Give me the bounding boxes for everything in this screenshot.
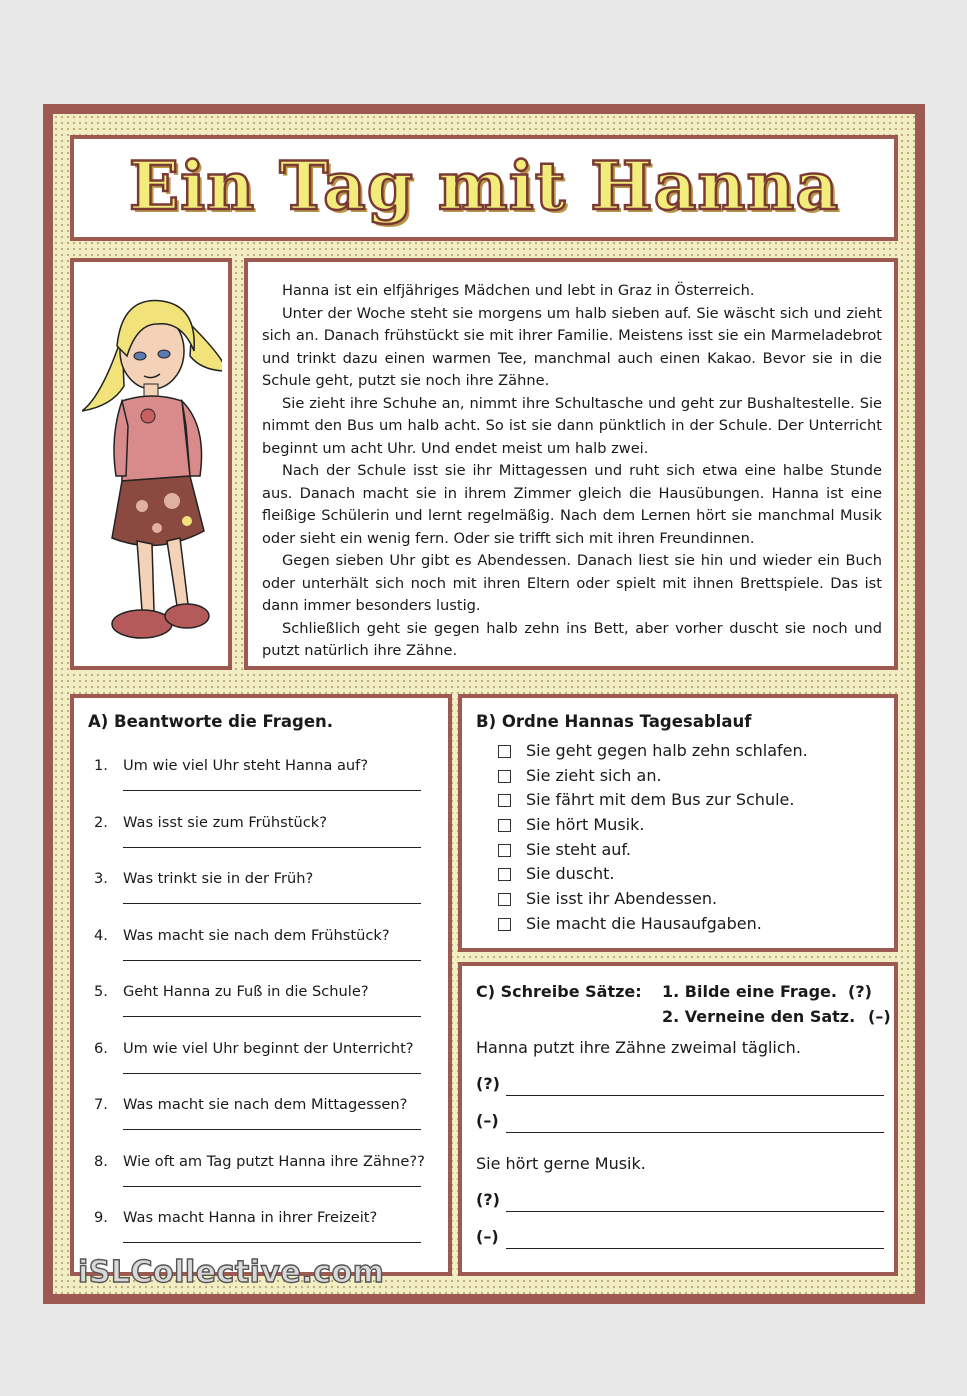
task-2-mark: (–): [868, 1007, 891, 1026]
question-item: [88, 757, 434, 814]
reading-text-box: [244, 258, 898, 670]
reading-paragraph: Sie zieht ihre Schuhe an, nimmt ihre Schultasche und geht zur Bushaltestelle. Sie nimmt den Bus um halb acht. So ist sie dann pünktlich in der Schule. Der Unterricht beginnt um acht Uhr. Und endet meist um halb zwei.: [262, 394, 882, 457]
question-number: 8.: [94, 1152, 108, 1170]
order-item: [476, 864, 880, 889]
answer-line[interactable]: [123, 1129, 421, 1130]
sentence-1: Hanna putzt ihre Zähne zweimal täglich.: [476, 1038, 801, 1057]
order-item: [476, 815, 880, 840]
order-item: [476, 840, 880, 865]
question-item: [88, 1040, 434, 1097]
checkbox[interactable]: [498, 794, 511, 807]
section-c-heading: [476, 982, 891, 1032]
section-c-title: C) Schreibe Sätze:: [476, 982, 642, 1001]
order-item-text: Sie isst ihr Abendessen.: [526, 889, 718, 909]
checkbox[interactable]: [498, 893, 511, 906]
question-text: Um wie viel Uhr beginnt der Unterricht?: [123, 1039, 414, 1057]
order-item: [476, 741, 880, 766]
question-item: [88, 870, 434, 927]
answer-line[interactable]: [123, 903, 421, 904]
write-line-question-1[interactable]: [476, 1068, 880, 1105]
question-number: 2.: [94, 813, 108, 831]
question-number: 9.: [94, 1209, 108, 1226]
task-2: 2. Verneine den Satz.: [662, 1007, 856, 1026]
question-number: 4.: [94, 926, 108, 944]
order-item: [476, 766, 880, 791]
question-label: (?): [476, 1074, 500, 1093]
order-item-text: Sie hört Musik.: [526, 815, 645, 835]
page-title: Ein Tag mit Hanna: [128, 147, 840, 225]
checkbox[interactable]: [498, 770, 511, 783]
checkbox[interactable]: [498, 868, 511, 881]
question-text: Geht Hanna zu Fuß in die Schule?: [123, 983, 369, 1000]
answer-line[interactable]: [123, 1073, 421, 1074]
question-item: [88, 814, 434, 871]
question-number: 5.: [94, 983, 108, 1000]
question-item: [88, 983, 434, 1040]
section-a-heading: A) Beantworte die Fragen.: [88, 712, 334, 731]
order-item: [476, 790, 880, 815]
checkbox[interactable]: [498, 745, 511, 758]
question-number: 3.: [94, 870, 108, 887]
answer-line[interactable]: [123, 960, 421, 961]
question-text: Was macht sie nach dem Mittagessen?: [123, 1096, 408, 1113]
write-line-negation-2[interactable]: [476, 1221, 880, 1258]
order-item-text: Sie geht gegen halb zehn schlafen.: [526, 741, 808, 760]
order-item-text: Sie macht die Hausaufgaben.: [526, 913, 762, 933]
title-box: [70, 135, 898, 241]
negation-label: (–): [476, 1111, 499, 1130]
question-text: Was macht sie nach dem Frühstück?: [123, 926, 390, 944]
reading-paragraph: Gegen sieben Uhr gibt es Abendessen. Danach liest sie hin und wieder ein Buch oder unterhält sich noch mit ihren Eltern oder spielt mit ihnen Brettspiele. Das ist dann immer besonders lustig.: [262, 552, 882, 614]
question-text: Was isst sie zum Frühstück?: [123, 813, 327, 831]
order-box: [458, 694, 898, 952]
question-number: 7.: [94, 1096, 108, 1113]
answer-line[interactable]: [123, 1242, 421, 1243]
question-item: [88, 927, 434, 984]
order-list: [476, 741, 880, 939]
question-item: [88, 1096, 434, 1153]
order-item-text: Sie steht auf.: [526, 839, 631, 859]
order-item-text: Sie zieht sich an.: [526, 765, 662, 785]
write-sentences-box: [458, 962, 898, 1276]
reading-paragraph: Schließlich geht sie gegen halb zehn ins Bett, aber vorher duscht sie noch und putzt natürlich ihre Zähne.: [262, 619, 882, 659]
answer-line[interactable]: [123, 1186, 421, 1187]
order-item-text: Sie fährt mit dem Bus zur Schule.: [526, 790, 795, 810]
question-item: [88, 1153, 434, 1210]
checkbox[interactable]: [498, 918, 511, 931]
order-item-text: Sie duscht.: [526, 864, 615, 884]
negation-label: (–): [476, 1227, 499, 1246]
question-text: Was trinkt sie in der Früh?: [123, 870, 314, 887]
illustration-box: [70, 258, 232, 670]
section-b-heading: B) Ordne Hannas Tagesablauf: [476, 712, 752, 731]
order-item: [476, 914, 880, 939]
question-text: Um wie viel Uhr steht Hanna auf?: [123, 757, 369, 774]
task-1-mark: (?): [848, 982, 872, 1001]
order-item: [476, 889, 880, 914]
question-number: 6.: [94, 1039, 108, 1057]
answer-line[interactable]: [123, 847, 421, 848]
write-line-negation-1[interactable]: [476, 1105, 880, 1142]
question-text: Wie oft am Tag putzt Hanna ihre Zähne??: [123, 1152, 425, 1170]
write-line-question-2[interactable]: [476, 1184, 880, 1221]
reading-paragraph: Hanna ist ein elfjähriges Mädchen und lebt in Graz in Österreich.: [282, 282, 755, 299]
task-1: 1. Bilde eine Frage.: [662, 982, 837, 1001]
questions-box: [70, 694, 452, 1276]
answer-line[interactable]: [123, 1016, 421, 1017]
watermark: iSLCollective.com: [78, 1255, 385, 1290]
reading-text: [262, 280, 882, 663]
answer-line[interactable]: [123, 790, 421, 791]
girl-illustration: [82, 276, 222, 656]
checkbox[interactable]: [498, 819, 511, 832]
question-number: 1.: [94, 757, 108, 774]
question-label: (?): [476, 1190, 500, 1209]
sentence-2: Sie hört gerne Musik.: [476, 1154, 646, 1173]
checkbox[interactable]: [498, 844, 511, 857]
question-list: [88, 757, 434, 1266]
reading-paragraph: Unter der Woche steht sie morgens um halb sieben auf. Sie wäscht sich und zieht sich an. Danach frühstückt sie mit ihrer Familie. Meistens isst sie ein Marmeladebrot und trinkt dazu einen warmen Tee, manchmal auch einen Kakao. Bevor sie in die Schule geht, putzt sie noch ihre Zähne.: [262, 304, 882, 389]
question-text: Was macht Hanna in ihrer Freizeit?: [123, 1209, 378, 1226]
reading-paragraph: Nach der Schule isst sie ihr Mittagessen und ruht sich etwa eine halbe Stunde aus. Danach macht sie in ihrem Zimmer gleich die Hausübungen. Hanna ist eine fleißige Schülerin und lernt regelmäßig. Nach dem Lernen hört sie manchmal Musik oder sieht ein wenig fern. Oder sie trifft sich mit ihren Freundinnen.: [262, 462, 882, 547]
